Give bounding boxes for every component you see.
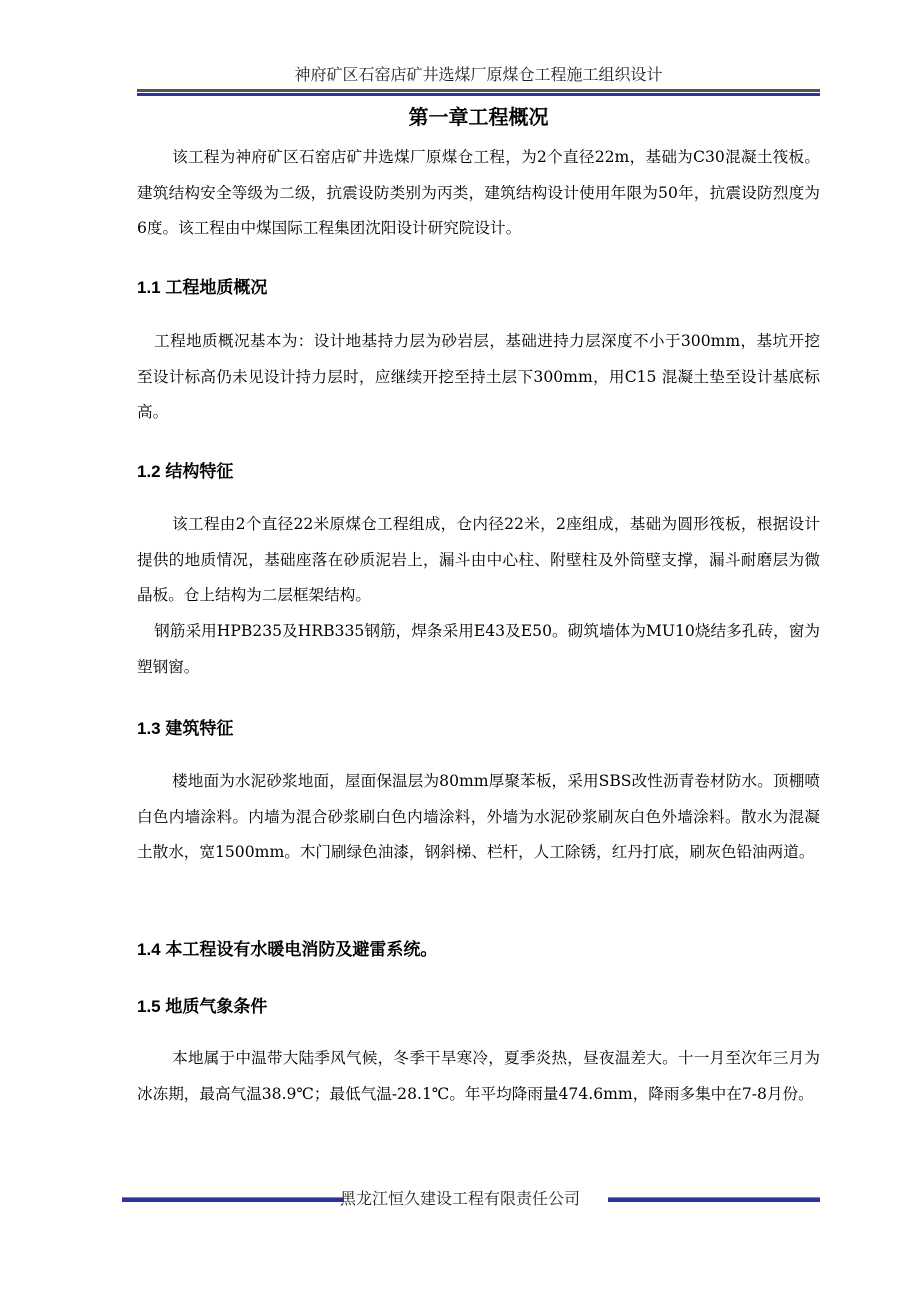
paragraph: 本地属于中温带大陆季风气候，冬季干旱寒冷，夏季炎热，昼夜温差大。十一月至次年三月为冰冻期，最高气温38.9℃；最低气温-28.1℃。年平均降雨量474.6mm，降雨多集中在7-8月份。 bbox=[137, 1049, 820, 1103]
section-heading-1-2: 1.2 结构特征 bbox=[137, 462, 234, 481]
intro-paragraph: 该工程为神府矿区石窑店矿井选煤厂原煤仓工程，为2个直径22m，基础为C30混凝土筏板。建筑结构安全等级为二级，抗震设防类别为丙类，建筑结构设计使用年限为50年，抗震设防烈度为6度。该工程由中煤国际工程集团沈阳设计研究院设计。 bbox=[137, 148, 820, 238]
page-footer: 黑龙江恒久建设工程有限责任公司 bbox=[339, 1189, 580, 1208]
section-1-1-body bbox=[137, 324, 820, 431]
section-1-3-body bbox=[137, 764, 820, 871]
intro-block bbox=[137, 140, 820, 247]
paragraph: 楼地面为水泥砂浆地面，屋面保温层为80mm厚聚苯板，采用SBS改性沥青卷材防水。顶棚喷白色内墙涂料。内墙为混合砂浆刷白色内墙涂料，外墙为水泥砂浆刷灰白色外墙涂料。散水为混凝土散水，宽1500mm。木门刷绿色油漆，钢斜梯、栏杆，人工除锈，红丹打底，刷灰色铅油两道。 bbox=[137, 772, 820, 862]
section-1-5-body bbox=[137, 1041, 820, 1112]
section-heading-1-1: 1.1 工程地质概况 bbox=[137, 278, 268, 297]
page-header: 神府矿区石窑店矿井选煤厂原煤仓工程施工组织设计 bbox=[294, 65, 663, 84]
header-divider bbox=[137, 89, 820, 92]
header-divider-blue bbox=[137, 93, 820, 96]
section-1-2-body bbox=[137, 507, 820, 686]
paragraph: 钢筋采用HPB235及HRB335钢筋，焊条采用E43及E50。砌筑墙体为MU10烧结多孔砖，窗为塑钢窗。 bbox=[137, 622, 820, 676]
section-heading-1-3: 1.3 建筑特征 bbox=[137, 719, 234, 738]
chapter-title: 第一章工程概况 bbox=[408, 105, 549, 129]
paragraph: 该工程由2个直径22米原煤仓工程组成，仓内径22米，2座组成，基础为圆形筏板，根据设计提供的地质情况，基础座落在砂质泥岩上，漏斗由中心柱、附壁柱及外筒壁支撑，漏斗耐磨层为微晶板。仓上结构为二层框架结构。 bbox=[137, 515, 820, 605]
section-heading-1-4: 1.4 本工程设有水暖电消防及避雷系统。 bbox=[137, 940, 438, 959]
paragraph: 工程地质概况基本为：设计地基持力层为砂岩层，基础进持力层深度不小于300mm，基坑开挖至设计标高仍未见设计持力层时，应继续开挖至持土层下300mm，用C15 混凝土垫至设计基底标高。 bbox=[137, 332, 820, 422]
footer-divider-right bbox=[608, 1197, 820, 1202]
section-heading-1-5: 1.5 地质气象条件 bbox=[137, 997, 268, 1016]
